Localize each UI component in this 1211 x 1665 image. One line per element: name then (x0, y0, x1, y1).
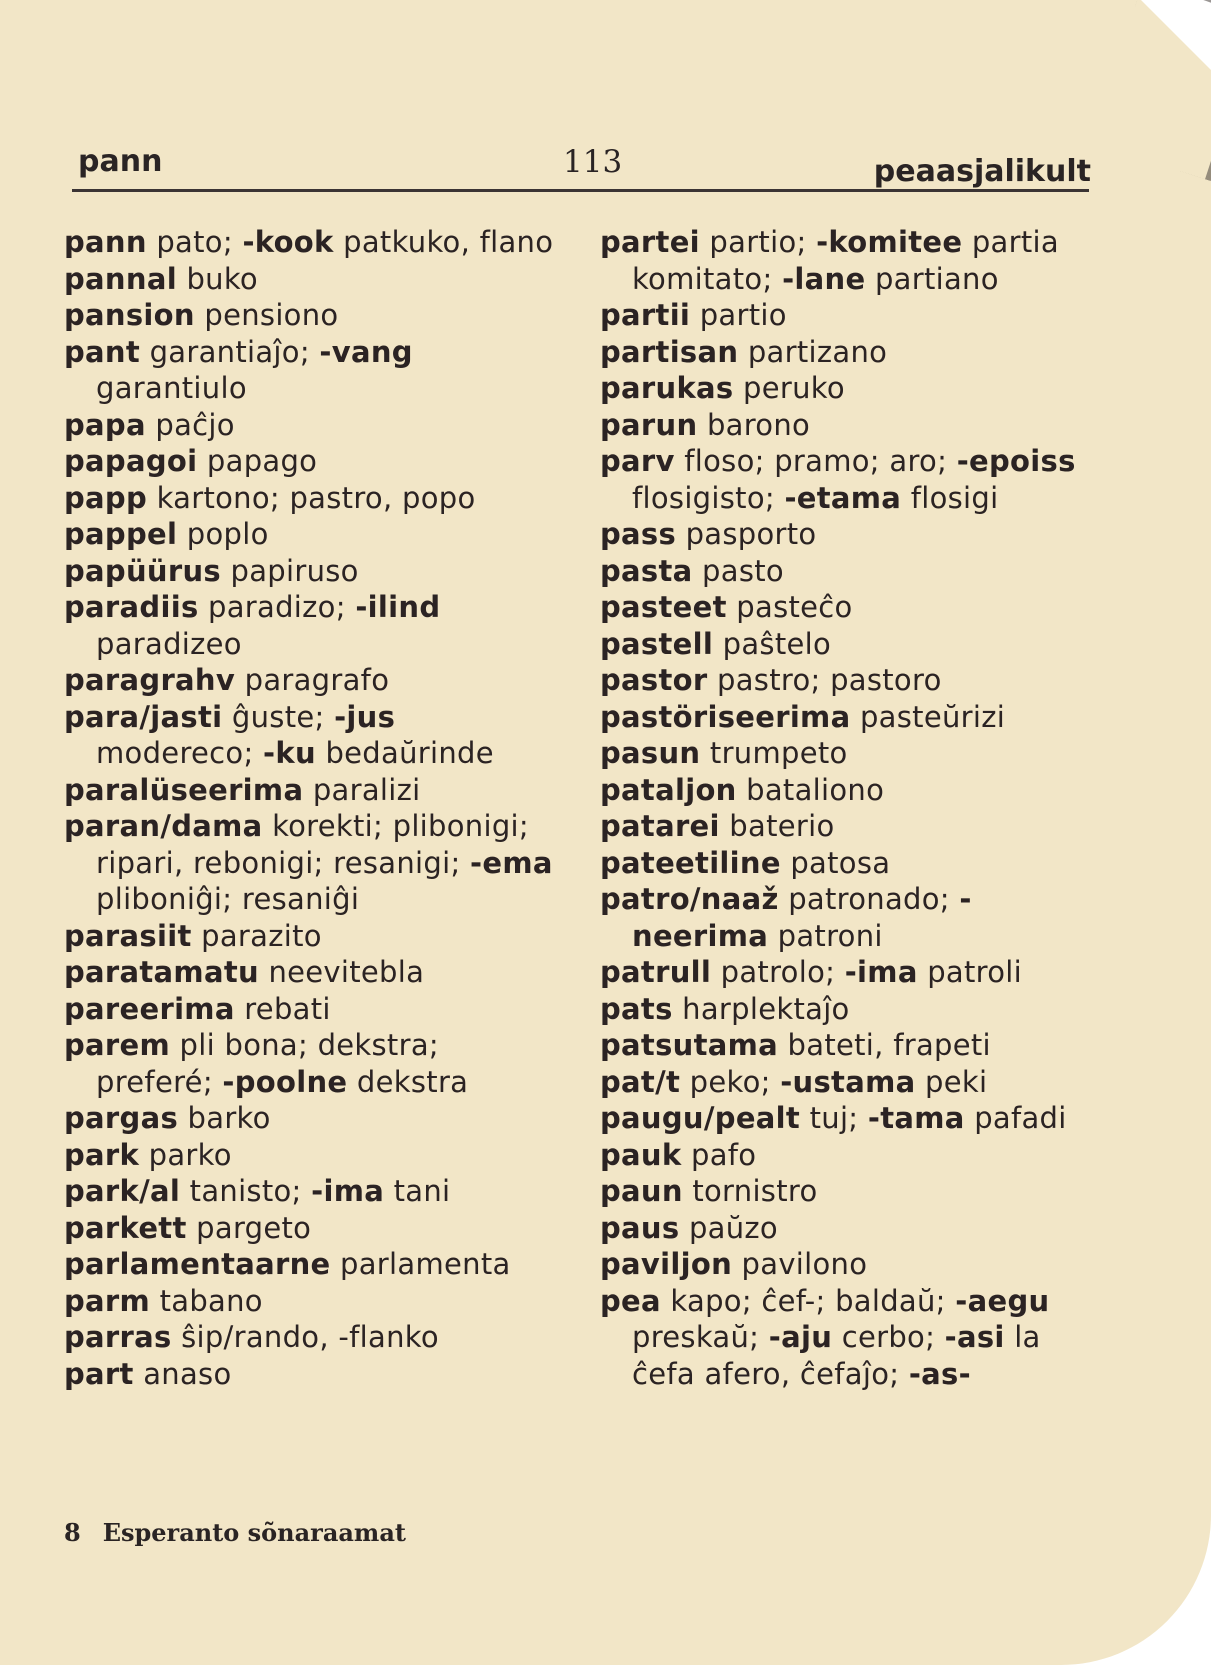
dictionary-entry (600, 1027, 1090, 1064)
definition-text: parazito (191, 918, 322, 953)
definition-text: tornistro (682, 1174, 818, 1208)
dictionary-entry (64, 1246, 554, 1283)
headword: pasun (600, 736, 701, 770)
headword: paradiis (64, 590, 199, 624)
definition-text: patosa (780, 845, 891, 880)
headword: patsutama (600, 1028, 779, 1062)
subentry-word: -ima (311, 1174, 385, 1208)
dictionary-entry (600, 1100, 1090, 1137)
headword: pann (64, 225, 147, 259)
definition-text: flosigisto; (632, 480, 785, 515)
definition-text: parko (139, 1137, 232, 1172)
definition-text: papiruso (221, 553, 359, 588)
headword: pastell (600, 626, 714, 661)
dictionary-entry (64, 991, 554, 1028)
headword: park/al (64, 1174, 181, 1208)
signature-footer (64, 1518, 406, 1547)
dictionary-entry (64, 1137, 554, 1174)
headword: patro/naaž (600, 882, 779, 916)
dictionary-entry (64, 1319, 554, 1356)
definition-text: modereco; (96, 736, 264, 770)
definition-text: paŝtelo (713, 626, 832, 661)
definition-text: patroni (768, 918, 883, 953)
definition-text: pensiono (194, 298, 339, 332)
definition-text: pasto (692, 553, 784, 588)
dictionary-entry (600, 553, 1090, 590)
headword: patrull (600, 955, 712, 989)
headword: papagoi (64, 444, 198, 478)
definition-text: peko; (680, 1064, 781, 1099)
definition-text: paradizo; (198, 590, 356, 624)
headword: parlamentaarne (64, 1247, 331, 1281)
dictionary-entry (64, 1356, 554, 1393)
dictionary-entry (600, 772, 1090, 809)
book-title: Esperanto sõnaraamat (102, 1518, 406, 1547)
headword: parras (64, 1320, 172, 1354)
headword: papp (64, 480, 148, 515)
headword: pat/t (600, 1064, 681, 1099)
headword: partii (600, 298, 691, 332)
definition-text: baterio (719, 809, 835, 843)
headword: pareerima (64, 991, 235, 1026)
header-first-word: pann (78, 144, 163, 179)
headword: parun (600, 407, 698, 442)
definition-text: preskaŭ; (632, 1320, 769, 1354)
definition-text: dekstra (347, 1064, 469, 1099)
headword: parasiit (64, 918, 192, 953)
subentry-word: -vang (319, 334, 413, 369)
dictionary-entry (64, 1100, 554, 1137)
subentry-word: -jus (334, 699, 396, 734)
dictionary-entry (64, 297, 554, 334)
definition-text: pafadi (964, 1101, 1067, 1135)
dictionary-entry (600, 589, 1090, 626)
dictionary-entry (600, 626, 1090, 663)
dictionary-entry (64, 1210, 554, 1247)
dictionary-entry (600, 845, 1090, 882)
subentry-word: -as- (908, 1356, 971, 1391)
left-column (64, 224, 554, 1392)
subentry-word: -komitee (816, 225, 963, 259)
definition-text: partizano (738, 334, 888, 369)
headword: pea (600, 1283, 661, 1318)
dictionary-entry (600, 699, 1090, 736)
subentry-word: -ku (263, 736, 316, 770)
definition-text: anaso (133, 1356, 232, 1391)
dictionary-entry (600, 991, 1090, 1028)
headword: pargas (64, 1101, 179, 1135)
dictionary-entry (64, 443, 554, 480)
dictionary-entry (600, 954, 1090, 991)
dictionary-entry (600, 1283, 1090, 1393)
headword: paus (600, 1210, 680, 1245)
definition-text: pli bona; dekstra; preferé; (96, 1028, 439, 1099)
dictionary-entry (600, 443, 1090, 516)
dictionary-entry (64, 808, 554, 918)
definition-text: barko (178, 1101, 271, 1135)
definition-text: paragrafo (235, 663, 390, 697)
dictionary-entry (64, 589, 554, 662)
dictionary-entry (64, 1173, 554, 1210)
headword: pauk (600, 1137, 682, 1172)
definition-text: patkuko, flano (333, 225, 554, 259)
definition-text: garantiaĵo; (140, 334, 320, 369)
definition-text: tuj; (800, 1101, 868, 1135)
definition-text: floso; pramo; aro; (674, 444, 957, 478)
headword: pastor (600, 663, 708, 697)
definition-text: trumpeto (700, 736, 848, 770)
definition-text: flosigi (901, 480, 999, 515)
dictionary-entry (600, 1064, 1090, 1101)
dictionary-entry (64, 772, 554, 809)
definition-text: bedaŭrinde (315, 736, 494, 770)
dictionary-entry (64, 1283, 554, 1320)
dictionary-entry (64, 553, 554, 590)
definition-text: bateti, frapeti (778, 1028, 991, 1062)
dictionary-entry (600, 407, 1090, 444)
headword: paralüseerima (64, 772, 304, 807)
definition-text: korekti; plibonigi; ripari, rebonigi; resanigi; (96, 809, 529, 880)
running-header (78, 138, 1091, 188)
headword: pasta (600, 553, 693, 588)
definition-text: paralizi (303, 772, 421, 807)
subentry-word: -ilind (355, 590, 441, 624)
definition-text: kapo; ĉef-; baldaŭ; (660, 1283, 956, 1318)
headword: para/jasti (64, 699, 223, 734)
dictionary-entry (600, 735, 1090, 772)
dictionary-entry (600, 297, 1090, 334)
subentry-word: -lane (782, 261, 866, 296)
dictionary-entry (600, 881, 1090, 954)
headword: pannal (64, 261, 177, 296)
headword: pant (64, 334, 141, 369)
headword: parkett (64, 1210, 187, 1245)
headword: parukas (600, 371, 734, 405)
dictionary-entry (600, 370, 1090, 407)
definition-text: partio; (699, 225, 817, 259)
dictionary-entry (64, 261, 554, 298)
definition-text: tanisto; (180, 1174, 312, 1208)
dictionary-entry (64, 1027, 554, 1100)
headword: parv (600, 444, 675, 478)
dictionary-entry (64, 918, 554, 955)
headword: partisan (600, 334, 739, 369)
headword: papüürus (64, 553, 221, 588)
headword: parm (64, 1283, 151, 1318)
definition-text: cerbo; (832, 1320, 945, 1354)
dictionary-entry (600, 1210, 1090, 1247)
definition-text: pargeto (186, 1210, 312, 1245)
dictionary-entry (64, 516, 554, 553)
headword: paratamatu (64, 955, 259, 989)
definition-text: paradizeo (96, 626, 242, 661)
definition-text: partio (690, 298, 787, 332)
definition-text: harplektaĵo (672, 991, 850, 1026)
definition-text: ŝip/rando, -flanko (171, 1320, 439, 1354)
definition-text: bataliono (736, 772, 885, 807)
definition-text: patroli (917, 955, 1022, 989)
dictionary-entry (64, 662, 554, 699)
definition-text: paĉjo (145, 407, 235, 442)
subentry-word: -poolne (222, 1064, 348, 1099)
dictionary-entry (600, 334, 1090, 371)
dictionary-entry (600, 224, 1090, 297)
definition-text: pastro; pastoro (707, 663, 942, 697)
subentry-word: -etama (784, 480, 902, 515)
headword: pats (600, 991, 673, 1026)
header-rule (72, 189, 1089, 192)
headword: part (64, 1356, 134, 1391)
definition-text: peruko (733, 371, 845, 405)
subentry-word: -ustama (780, 1064, 916, 1099)
headword: patarei (600, 809, 720, 843)
definition-text: la ĉefa afero, ĉefaĵo; (632, 1320, 1041, 1391)
definition-text: pliboniĝi; resaniĝi (96, 882, 360, 916)
headword: pateetiline (600, 845, 781, 880)
dictionary-entry (600, 808, 1090, 845)
dictionary-entry (600, 1137, 1090, 1174)
dictionary-entry (600, 1173, 1090, 1210)
definition-text: pasporto (676, 517, 817, 551)
page-number: 113 (563, 144, 623, 180)
subentry-word: -kook (242, 225, 334, 259)
definition-text: paŭzo (679, 1210, 778, 1245)
headword: paragrahv (64, 663, 236, 697)
headword: pataljon (600, 772, 737, 807)
subentry-word: -ima (844, 955, 918, 989)
definition-text: partiano (865, 261, 999, 296)
definition-text: tabano (150, 1283, 263, 1318)
definition-text: neevitebla (258, 955, 425, 989)
definition-text: ĝuste; (222, 699, 335, 734)
headword: partei (600, 225, 700, 259)
subentry-word: -aegu (955, 1283, 1050, 1318)
dictionary-entry (600, 1246, 1090, 1283)
header-last-word: peaasjalikult (873, 154, 1091, 189)
dictionary-entry (64, 334, 554, 407)
headword: parem (64, 1028, 171, 1062)
signature-number: 8 (64, 1518, 81, 1547)
definition-text: kartono; pastro, popo (147, 480, 476, 515)
subentry-word: -aju (768, 1320, 833, 1354)
headword: pastöriseerima (600, 699, 851, 734)
subentry-word: -neerima (632, 882, 972, 953)
definition-text: pato; (146, 225, 243, 259)
headword: pasteet (600, 590, 727, 624)
definition-text: barono (697, 407, 811, 442)
definition-text: patronado; (778, 882, 960, 916)
definition-text: rebati (234, 991, 331, 1026)
headword: pass (600, 517, 677, 551)
subentry-word: -tama (867, 1101, 965, 1135)
definition-text: peki (915, 1064, 988, 1099)
headword: paviljon (600, 1247, 733, 1281)
definition-text: parlamenta (330, 1247, 511, 1281)
headword: pansion (64, 298, 195, 332)
definition-text: papago (197, 444, 318, 478)
subentry-word: -asi (944, 1320, 1005, 1354)
headword: papa (64, 407, 146, 442)
headword: park (64, 1137, 140, 1172)
definition-text: pavilono (732, 1247, 868, 1281)
definition-text: buko (176, 261, 258, 296)
dictionary-entry (64, 407, 554, 444)
definition-text: partia komitato; (632, 225, 1059, 296)
definition-text: pasteĉo (726, 590, 853, 624)
dictionary-entry (64, 480, 554, 517)
subentry-word: -ema (470, 845, 553, 880)
dictionary-entry (64, 954, 554, 991)
headword: paun (600, 1174, 683, 1208)
definition-text: pafo (681, 1137, 757, 1172)
headword: paugu/pealt (600, 1101, 801, 1135)
definition-text: patrolo; (711, 955, 845, 989)
definition-text: tani (384, 1174, 451, 1208)
subentry-word: -epoiss (956, 444, 1076, 478)
headword: paran/dama (64, 809, 263, 843)
definition-text: pasteŭrizi (850, 699, 1006, 734)
right-column (600, 224, 1090, 1392)
dictionary-entry (600, 662, 1090, 699)
definition-text: poplo (177, 517, 269, 551)
dictionary-entry (64, 224, 554, 261)
dictionary-entry (600, 516, 1090, 553)
page-corner-edge (1091, 0, 1211, 181)
headword: pappel (64, 517, 178, 551)
dictionary-entry (64, 699, 554, 772)
definition-text: garantiulo (96, 371, 247, 405)
